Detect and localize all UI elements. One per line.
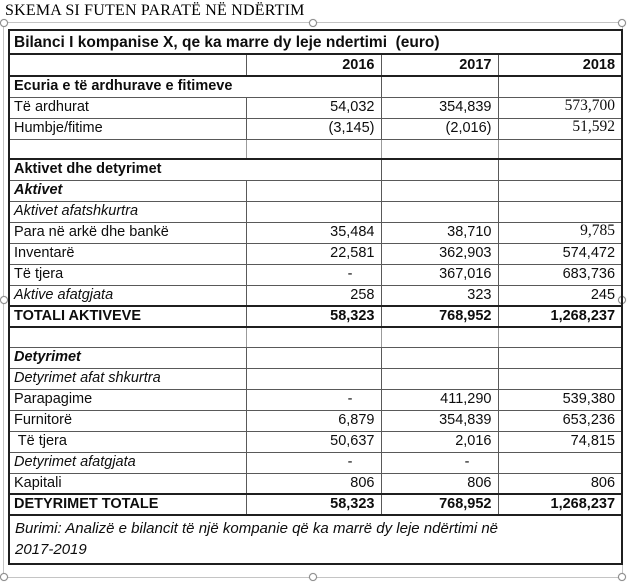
value-cell-2018 <box>498 368 622 389</box>
value-cell-2016: 6,879 <box>246 410 381 431</box>
table-row <box>9 368 622 389</box>
table-title: Bilanci I kompanise X, qe ka marre dy leje ndertimi (euro) <box>9 30 622 54</box>
value-cell-2018 <box>498 201 622 222</box>
selection-handle-bottom-center[interactable] <box>309 573 317 581</box>
value-cell-2017: 2,016 <box>381 431 498 452</box>
row-label: Detyrimet afat shkurtra <box>9 368 246 389</box>
empty-cell <box>246 327 381 347</box>
table-row <box>9 222 622 243</box>
value-cell-2018: 574,472 <box>498 243 622 264</box>
source-note <box>9 515 622 564</box>
row-label: Inventarë <box>9 243 246 264</box>
row-label: TOTALI AKTIVEVE <box>9 306 246 327</box>
value-cell-2017: 411,290 <box>381 389 498 410</box>
value-cell-2017: 362,903 <box>381 243 498 264</box>
value-cell-2016: 22,581 <box>246 243 381 264</box>
row-label: Parapagime <box>9 389 246 410</box>
value-cell-2018: 539,380 <box>498 389 622 410</box>
value-cell-2016: 50,637 <box>246 431 381 452</box>
value-cell-2016: - <box>246 452 381 473</box>
value-cell-2017: 354,839 <box>381 410 498 431</box>
table-row <box>9 306 622 327</box>
row-label: Aktivet afatshkurtra <box>9 201 246 222</box>
empty-cell <box>498 139 622 159</box>
empty-cell <box>246 139 381 159</box>
value-cell-2017: 768,952 <box>381 306 498 327</box>
value-cell-2017: 367,016 <box>381 264 498 285</box>
value-cell-2017: 354,839 <box>381 97 498 118</box>
value-cell-2017: 38,710 <box>381 222 498 243</box>
value-cell-2018 <box>498 452 622 473</box>
value-cell-2016: (3,145) <box>246 118 381 139</box>
value-cell-2018 <box>498 76 622 97</box>
value-cell-2017 <box>381 159 498 180</box>
row-label: Aktive afatgjata <box>9 285 246 306</box>
row-label: Humbje/fitime <box>9 118 246 139</box>
row-label: Aktivet <box>9 180 246 201</box>
value-cell-2018: 653,236 <box>498 410 622 431</box>
table-row <box>9 347 622 368</box>
selection-handle-top-left[interactable] <box>0 19 8 27</box>
value-cell-2018: 9,785 <box>498 222 622 243</box>
value-cell-2017: 768,952 <box>381 494 498 515</box>
value-cell-2016: 258 <box>246 285 381 306</box>
source-note-line-2: 2017-2019 <box>15 541 87 558</box>
table-row <box>9 452 622 473</box>
row-label: Para në arkë dhe bankë <box>9 222 246 243</box>
empty-cell <box>9 139 246 159</box>
value-cell-2016 <box>246 180 381 201</box>
selection-handle-middle-left[interactable] <box>0 296 8 304</box>
value-cell-2016: 58,323 <box>246 494 381 515</box>
table-row <box>9 389 622 410</box>
year-header-2016: 2016 <box>246 54 381 76</box>
value-cell-2016: - <box>246 389 381 410</box>
value-cell-2016: 806 <box>246 473 381 494</box>
table-row <box>9 139 622 159</box>
row-label: Të ardhurat <box>9 97 246 118</box>
value-cell-2017 <box>381 76 498 97</box>
table-row <box>9 431 622 452</box>
value-cell-2018 <box>498 159 622 180</box>
empty-cell <box>498 327 622 347</box>
selection-handle-top-right[interactable] <box>618 19 626 27</box>
row-label: Ecuria e të ardhurave e fitimeve <box>9 76 381 97</box>
value-cell-2017 <box>381 368 498 389</box>
table-row <box>9 97 622 118</box>
table-years-row <box>9 54 622 76</box>
selection-handle-top-center[interactable] <box>309 19 317 27</box>
value-cell-2018: 683,736 <box>498 264 622 285</box>
value-cell-2017: (2,016) <box>381 118 498 139</box>
value-cell-2016 <box>246 347 381 368</box>
value-cell-2017: 323 <box>381 285 498 306</box>
balance-sheet-table[interactable] <box>8 29 623 565</box>
value-cell-2018: 1,268,237 <box>498 494 622 515</box>
empty-cell <box>9 327 246 347</box>
value-cell-2016: 58,323 <box>246 306 381 327</box>
table-row <box>9 473 622 494</box>
row-label: Aktivet dhe detyrimet <box>9 159 381 180</box>
value-cell-2018: 573,700 <box>498 97 622 118</box>
value-cell-2017: - <box>381 452 498 473</box>
table-title-row <box>9 30 622 54</box>
value-cell-2018: 245 <box>498 285 622 306</box>
value-cell-2017 <box>381 347 498 368</box>
page-title[interactable]: SKEMA SI FUTEN PARATË NË NDËRTIM <box>5 2 305 19</box>
value-cell-2016 <box>246 368 381 389</box>
table-row <box>9 410 622 431</box>
row-label: Kapitali <box>9 473 246 494</box>
table-row <box>9 180 622 201</box>
table-row <box>9 264 622 285</box>
value-cell-2018: 806 <box>498 473 622 494</box>
value-cell-2018: 1,268,237 <box>498 306 622 327</box>
value-cell-2018 <box>498 180 622 201</box>
table-row <box>9 243 622 264</box>
value-cell-2018: 74,815 <box>498 431 622 452</box>
row-label: Të tjera <box>9 264 246 285</box>
table-row <box>9 494 622 515</box>
value-cell-2017: 806 <box>381 473 498 494</box>
row-label: Detyrimet afatgjata <box>9 452 246 473</box>
table-row <box>9 159 622 180</box>
row-label: Detyrimet <box>9 347 246 368</box>
table-row <box>9 327 622 347</box>
table-row <box>9 76 622 97</box>
table-row <box>9 201 622 222</box>
value-cell-2016 <box>246 201 381 222</box>
value-cell-2016: - <box>246 264 381 285</box>
source-note-line-1: Burimi: Analizë e bilancit të një kompanie që ka marrë dy leje ndërtimi në <box>15 520 499 537</box>
table-row <box>9 285 622 306</box>
row-label: DETYRIMET TOTALE <box>9 494 246 515</box>
selection-handle-bottom-right[interactable] <box>618 573 626 581</box>
row-label: Të tjera <box>9 431 246 452</box>
value-cell-2017 <box>381 180 498 201</box>
table-row <box>9 118 622 139</box>
value-cell-2018: 51,592 <box>498 118 622 139</box>
value-cell-2016: 54,032 <box>246 97 381 118</box>
table-footer-row <box>9 515 622 564</box>
empty-cell <box>381 139 498 159</box>
empty-cell <box>381 327 498 347</box>
value-cell-2018 <box>498 347 622 368</box>
value-cell-2017 <box>381 201 498 222</box>
year-header-2018: 2018 <box>498 54 622 76</box>
empty-header-cell <box>9 54 246 76</box>
selection-handle-bottom-left[interactable] <box>0 573 8 581</box>
value-cell-2016: 35,484 <box>246 222 381 243</box>
row-label: Furnitorë <box>9 410 246 431</box>
year-header-2017: 2017 <box>381 54 498 76</box>
